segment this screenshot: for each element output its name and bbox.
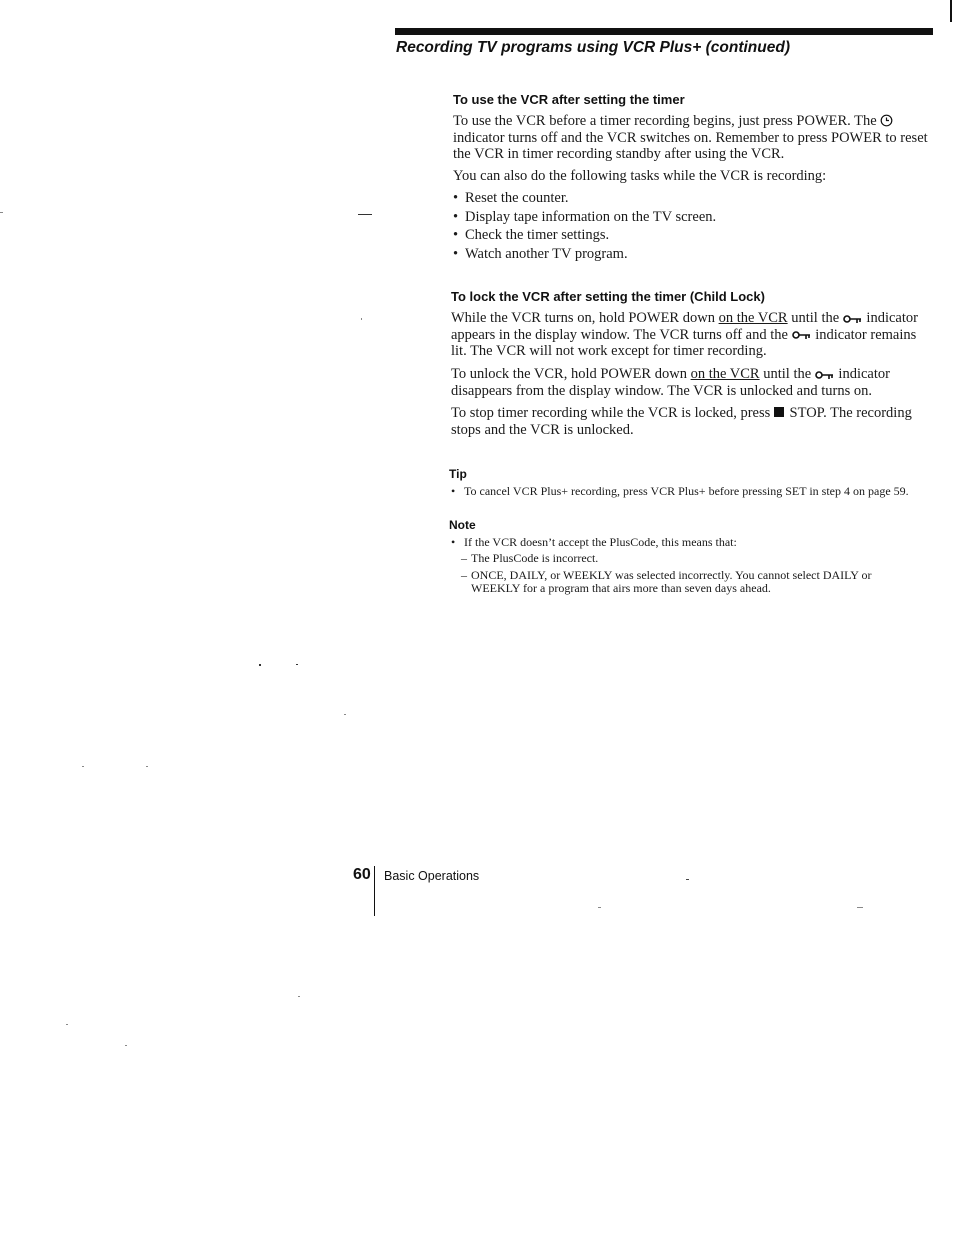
paragraph-use-vcr: [453, 113, 933, 163]
tip-label: Tip: [449, 467, 467, 481]
page-edge-mark: [950, 0, 952, 22]
list-item: • Reset the counter.: [453, 189, 913, 208]
on-the-vcr-underline: on the VCR: [690, 366, 760, 382]
task-list: [453, 189, 913, 264]
scan-speck: [686, 879, 689, 880]
paragraph-text: While the VCR turns on, hold POWER down: [451, 310, 715, 326]
paragraph-text: STOP. The recording stops and the VCR is unlocked.: [451, 405, 912, 438]
list-item: – ONCE, DAILY, or WEEKLY was selected incorrectly. You cannot select DAILY or WEEKLY for a program that airs more than seven days ahead.: [461, 567, 872, 595]
scan-speck: [66, 1024, 68, 1025]
heading-use-vcr: To use the VCR after setting the timer: [453, 92, 685, 107]
footer-section-label: Basic Operations: [384, 869, 480, 883]
note-sublist: [461, 552, 923, 596]
paragraph-text: indicator appears in the display window. The VCR turns off and the: [451, 310, 918, 343]
scan-speck: [298, 996, 300, 997]
list-item: – The PlusCode is incorrect.: [461, 551, 599, 565]
scan-speck: [296, 664, 298, 665]
note-list: [451, 536, 921, 550]
list-item: • Check the timer settings.: [453, 226, 913, 245]
bullet-icon: •: [451, 484, 456, 498]
section-title: Recording TV programs using VCR Plus+ (continued): [396, 39, 790, 56]
stop-square-icon: [774, 407, 784, 417]
paragraph-tasks-intro: You can also do the following tasks while the VCR is recording:: [453, 168, 827, 184]
key-icon: [843, 314, 863, 324]
note-subtext: ONCE, DAILY, or WEEKLY was selected incorrectly. You cannot select DAILY or WEEKLY for a program that airs more than seven days ahead.: [471, 567, 872, 595]
tip-list: [451, 485, 921, 499]
scan-speck: [358, 214, 372, 215]
paragraph-lock: [451, 310, 921, 360]
note-text: If the VCR doesn’t accept the PlusCode, this means that:: [464, 535, 737, 549]
paragraph-text: To use the VCR before a timer recording begins, just press POWER. The: [453, 113, 877, 129]
tip-text: To cancel VCR Plus+ recording, press VCR Plus+ before pressing SET in step 4 on page 59.: [464, 484, 909, 498]
list-item: • Display tape information on the TV screen.: [453, 208, 913, 227]
scan-speck: [82, 766, 84, 767]
paragraph-text: indicator remains lit. The VCR will not work except for timer recording.: [451, 326, 917, 359]
bullet-icon: •: [451, 535, 456, 549]
scan-speck: [361, 318, 362, 320]
scan-speck: [125, 1045, 127, 1046]
list-item: • Watch another TV program.: [453, 245, 913, 264]
header-rule: [395, 28, 933, 35]
scan-speck: [344, 714, 346, 715]
footer-rule: [374, 866, 375, 916]
paragraph-text: To stop timer recording while the VCR is locked, press: [451, 405, 771, 421]
paragraph-stop: [451, 405, 921, 438]
timer-clock-icon: [880, 114, 893, 127]
note-label: Note: [449, 518, 476, 532]
note-subtext: The PlusCode is incorrect.: [471, 551, 599, 565]
key-icon: [815, 370, 835, 380]
key-icon: [792, 330, 812, 340]
paragraph-text: indicator disappears from the display window. The VCR is unlocked and turns on.: [451, 366, 890, 399]
paragraph-text: until the: [763, 366, 812, 382]
scan-speck: [0, 212, 3, 213]
scan-speck: [259, 664, 261, 666]
paragraph-text: To unlock the VCR, hold POWER down: [451, 366, 687, 382]
list-item: [451, 485, 921, 499]
heading-child-lock: To lock the VCR after setting the timer (Child Lock): [451, 289, 765, 304]
scan-speck: [146, 766, 148, 767]
on-the-vcr-underline: on the VCR: [718, 310, 788, 326]
scan-speck: [857, 907, 863, 908]
paragraph-unlock: [451, 366, 921, 399]
list-item: [451, 536, 921, 550]
paragraph-text: indicator turns off and the VCR switches on. Remember to press POWER to reset the VCR in timer recording standby after using the VCR.: [453, 129, 928, 162]
scan-speck: [598, 907, 601, 908]
page-number: 60: [353, 866, 371, 883]
paragraph-text: until the: [791, 310, 840, 326]
